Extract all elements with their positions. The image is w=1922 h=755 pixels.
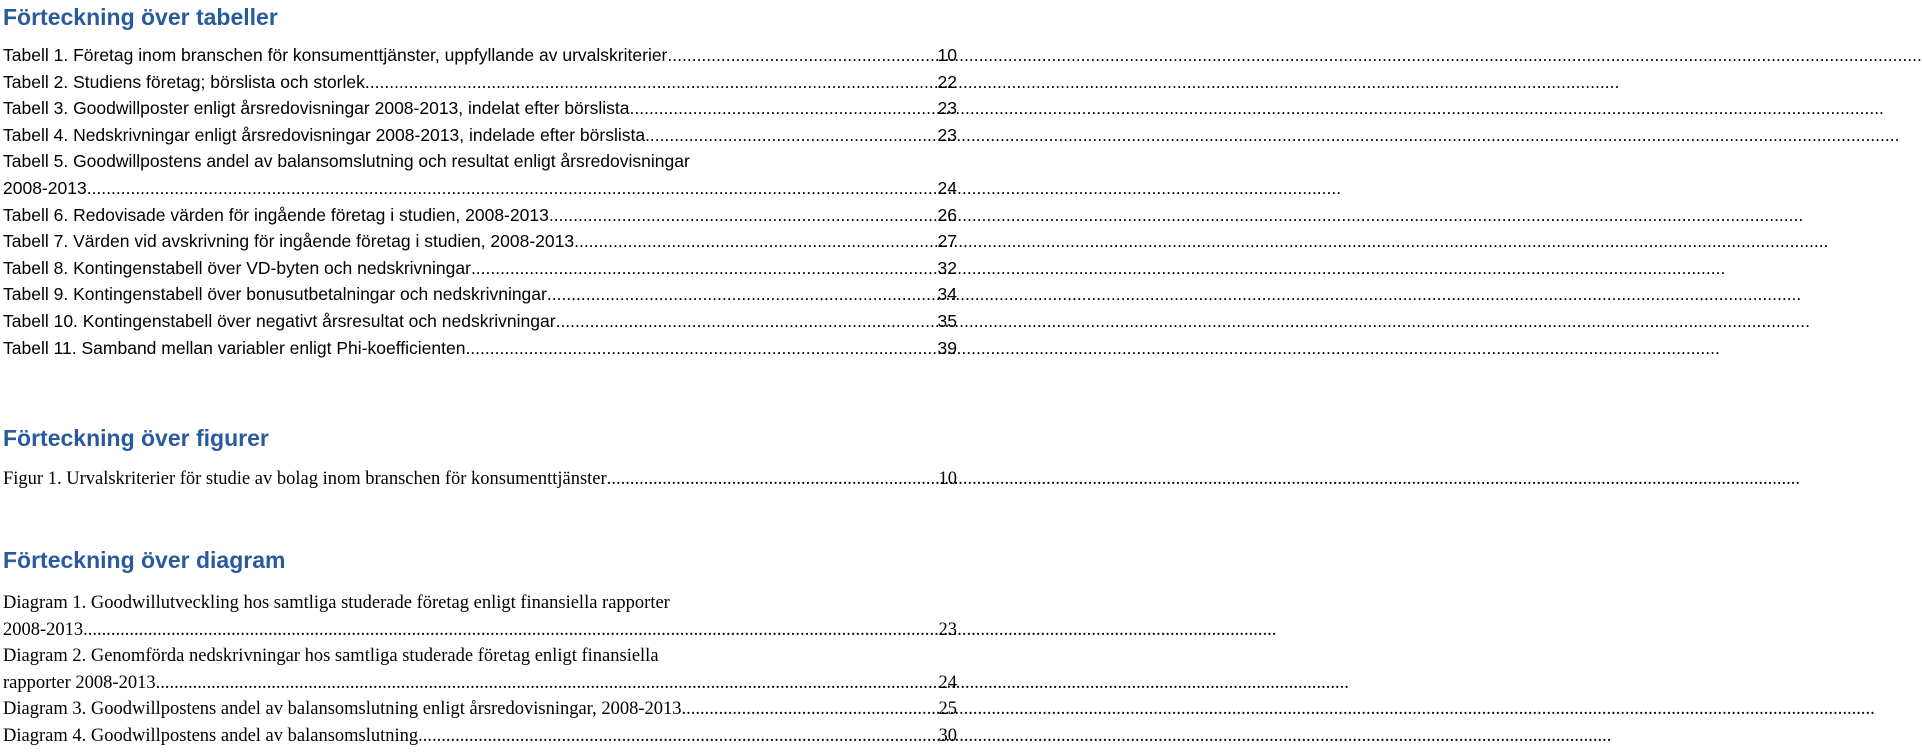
entry-text: Samband mellan variabler enligt Phi-koefficienten [81,337,466,358]
dot-leader [83,617,937,644]
dot-leader [547,281,937,308]
dot-leader [556,308,937,335]
entry-text: Urvalskriterier för studie av bolag inom branschen för konsumenttjänster [66,469,607,489]
entry-label: Tabell 11. [3,337,77,358]
dot-leader [549,202,937,229]
toc-entry-tabell-2[interactable] [3,69,957,96]
entry-page: 35 [937,310,957,331]
entry-text: Goodwillutveckling hos samtliga studerade företag enligt finansiella rapporter [90,593,670,613]
entry-page: 23 [938,619,957,640]
entry-text: Nedskrivningar enligt årsredovisningar 2008-2013, indelade efter börslista [73,124,646,145]
dot-leader [418,723,937,750]
entry-label: Tabell 4. [3,124,69,145]
entry-page: 30 [938,725,957,746]
dot-leader [667,42,936,69]
entry-label: Tabell 5. [3,151,69,172]
toc-entry-tabell-5[interactable] [3,148,957,201]
entry-page: 24 [938,672,957,693]
entry-label: Tabell 6. [3,204,69,225]
entry-label: Tabell 9. [3,284,69,305]
entry-label: Diagram 3. [3,699,87,720]
entry-label: Tabell 1. [3,45,69,65]
entry-label: Diagram 2. [3,646,87,667]
entry-page: 39 [937,337,957,358]
entry-label: Diagram 1. [3,593,87,613]
dot-leader [156,670,938,697]
entry-text-continued: 2008-2013 [3,177,87,198]
toc-entry-tabell-8[interactable] [3,255,957,282]
entry-text: Kontingenstabell över negativt årsresultat och nedskrivningar [82,310,556,331]
entry-page: 23 [937,98,957,119]
entry-page: 24 [937,177,957,198]
toc-entry-figur-1[interactable] [3,466,957,493]
toc-entry-tabell-11[interactable] [3,335,957,362]
entry-page: 27 [937,231,957,252]
entry-page: 25 [938,699,957,720]
entry-page: 10 [938,469,957,489]
entry-text: Goodwillpostens andel av balansomslutning enligt årsredovisningar, 2008-2013 [90,699,682,720]
dot-leader [471,255,937,282]
entry-label: Diagram 4. [3,725,87,746]
tables-list [3,42,957,361]
toc-page [0,0,960,755]
figures-heading: Förteckning över figurer [3,425,269,451]
dot-leader [682,696,938,723]
entry-text: Goodwillpostens andel av balansomslutning [90,725,419,746]
toc-entry-tabell-1[interactable] [3,42,957,69]
entry-text: Företag inom branschen för konsumenttjänster, uppfyllande av urvalskriterier [73,45,668,65]
toc-entry-tabell-10[interactable] [3,308,957,335]
toc-entry-diagram-2[interactable] [3,643,957,696]
entry-text: Goodwillpostens andel av balansomslutning och resultat enligt årsredovisningar [73,151,690,172]
dot-leader [645,122,936,149]
tables-heading: Förteckning över tabeller [3,4,278,30]
entry-text: Goodwillposter enligt årsredovisningar 2008-2013, indelat efter börslista [73,98,630,119]
toc-entry-diagram-1[interactable] [3,590,957,643]
toc-entry-tabell-4[interactable] [3,122,957,149]
entry-label: Figur 1. [3,469,62,489]
toc-entry-tabell-7[interactable] [3,228,957,255]
entry-text: Värden vid avskrivning för ingående företag i studien, 2008-2013 [73,231,575,252]
entry-text: Studiens företag; börslista och storlek [73,71,365,92]
entry-label: Tabell 2. [3,71,69,92]
entry-page: 32 [937,257,957,278]
entry-page: 23 [937,124,957,145]
dot-leader [607,466,938,493]
entry-text: Kontingenstabell över VD-byten och nedskrivningar [73,257,471,278]
entry-label: Tabell 3. [3,98,69,119]
entry-text: Kontingenstabell över bonusutbetalningar och nedskrivningar [73,284,547,305]
toc-entry-tabell-9[interactable] [3,281,957,308]
toc-entry-diagram-3[interactable] [3,696,957,723]
entry-page: 26 [937,204,957,225]
entry-text-continued: rapporter 2008-2013 [3,672,156,693]
toc-entry-tabell-3[interactable] [3,95,957,122]
dot-leader [574,228,936,255]
dot-leader [630,95,937,122]
entry-text: Genomförda nedskrivningar hos samtliga studerade företag enligt finansiella [90,646,659,667]
entry-text-continued: 2008-2013 [3,619,84,640]
diagrams-list [3,590,957,750]
toc-entry-diagram-4[interactable] [3,723,957,750]
entry-label: Tabell 10. [3,310,78,331]
dot-leader [365,69,937,96]
toc-entry-tabell-6[interactable] [3,202,957,229]
dot-leader [87,175,937,202]
entry-page: 10 [937,45,957,65]
entry-label: Tabell 8. [3,257,69,278]
diagrams-heading: Förteckning över diagram [3,547,286,573]
entry-page: 34 [937,284,957,305]
entry-text: Redovisade värden för ingående företag i studien, 2008-2013 [73,204,549,225]
entry-page: 22 [937,71,957,92]
dot-leader [465,335,936,362]
figures-list [3,466,957,493]
entry-label: Tabell 7. [3,231,69,252]
